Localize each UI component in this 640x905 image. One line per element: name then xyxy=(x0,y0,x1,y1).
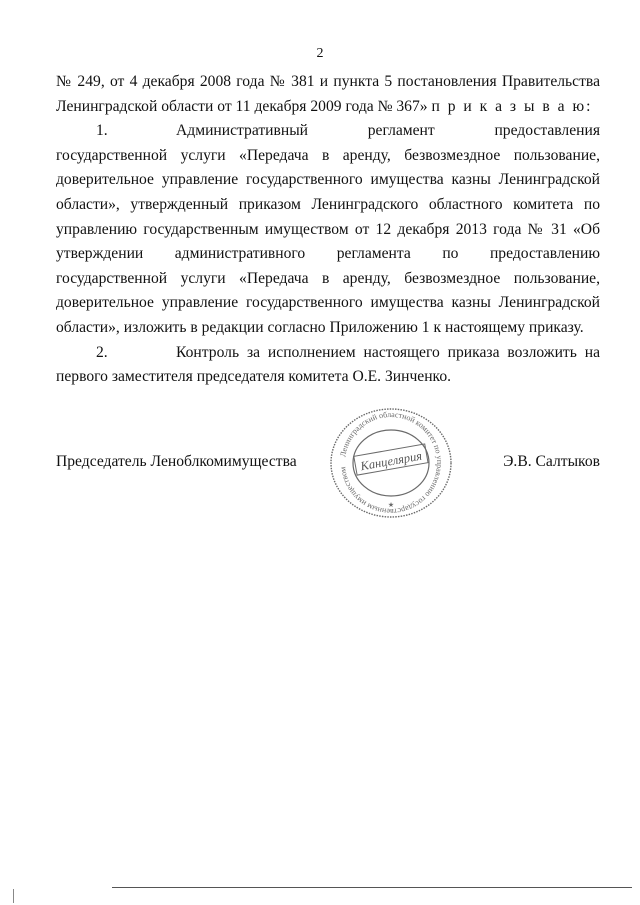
order-word: п р и к а з ы в а ю: xyxy=(431,97,593,115)
signatory-title: Председатель Леноблкомимущества xyxy=(56,453,297,470)
stamp-center-text: Канцелярия xyxy=(359,448,423,474)
item-1-text: Административный регламент предоставления государственной услуги «Передача в аренду, безвозмездное пользование, доверительное управление государственного имущества казны Ленинградской области», утвержденный приказом Ленинградского областного комитета по управлению государственным имуществом от 12 декабря 2013 года № 31 «Об утверждении административного регламента по предоставлению государственной услуги «Передача в аренду, безвозмездное пользование, доверительное управление государственного имущества казны Ленинградской области», изложить в редакции согласно Приложению 1 к настоящему приказу. xyxy=(56,122,600,336)
intro-text: № 249, от 4 декабря 2008 года № 381 и пункта 5 постановления Правительства Ленинградской области от 11 декабря 2009 года № 367» xyxy=(56,73,600,115)
signatory-name: Э.В. Салтыков xyxy=(503,453,600,470)
intro-paragraph xyxy=(56,70,600,119)
item-1-number: 1. xyxy=(96,122,108,140)
footer-rule xyxy=(112,887,632,888)
official-stamp xyxy=(327,405,455,521)
item-1-paragraph xyxy=(56,119,600,340)
stamp-ring-text: Ленинградский областной комитет по управлению государственным имуществом xyxy=(338,409,445,517)
item-2-text: Контроль за исполнением настоящего приказа возложить на первого заместителя председателя комитета О.Е. Зинченко. xyxy=(56,343,600,386)
item-2-number: 2. xyxy=(96,343,108,361)
page-number: 2 xyxy=(316,46,324,61)
item-2-paragraph xyxy=(56,341,600,390)
stamp-star: ★ xyxy=(387,501,395,509)
scan-edge-mark xyxy=(13,889,14,903)
document-body xyxy=(56,70,600,390)
